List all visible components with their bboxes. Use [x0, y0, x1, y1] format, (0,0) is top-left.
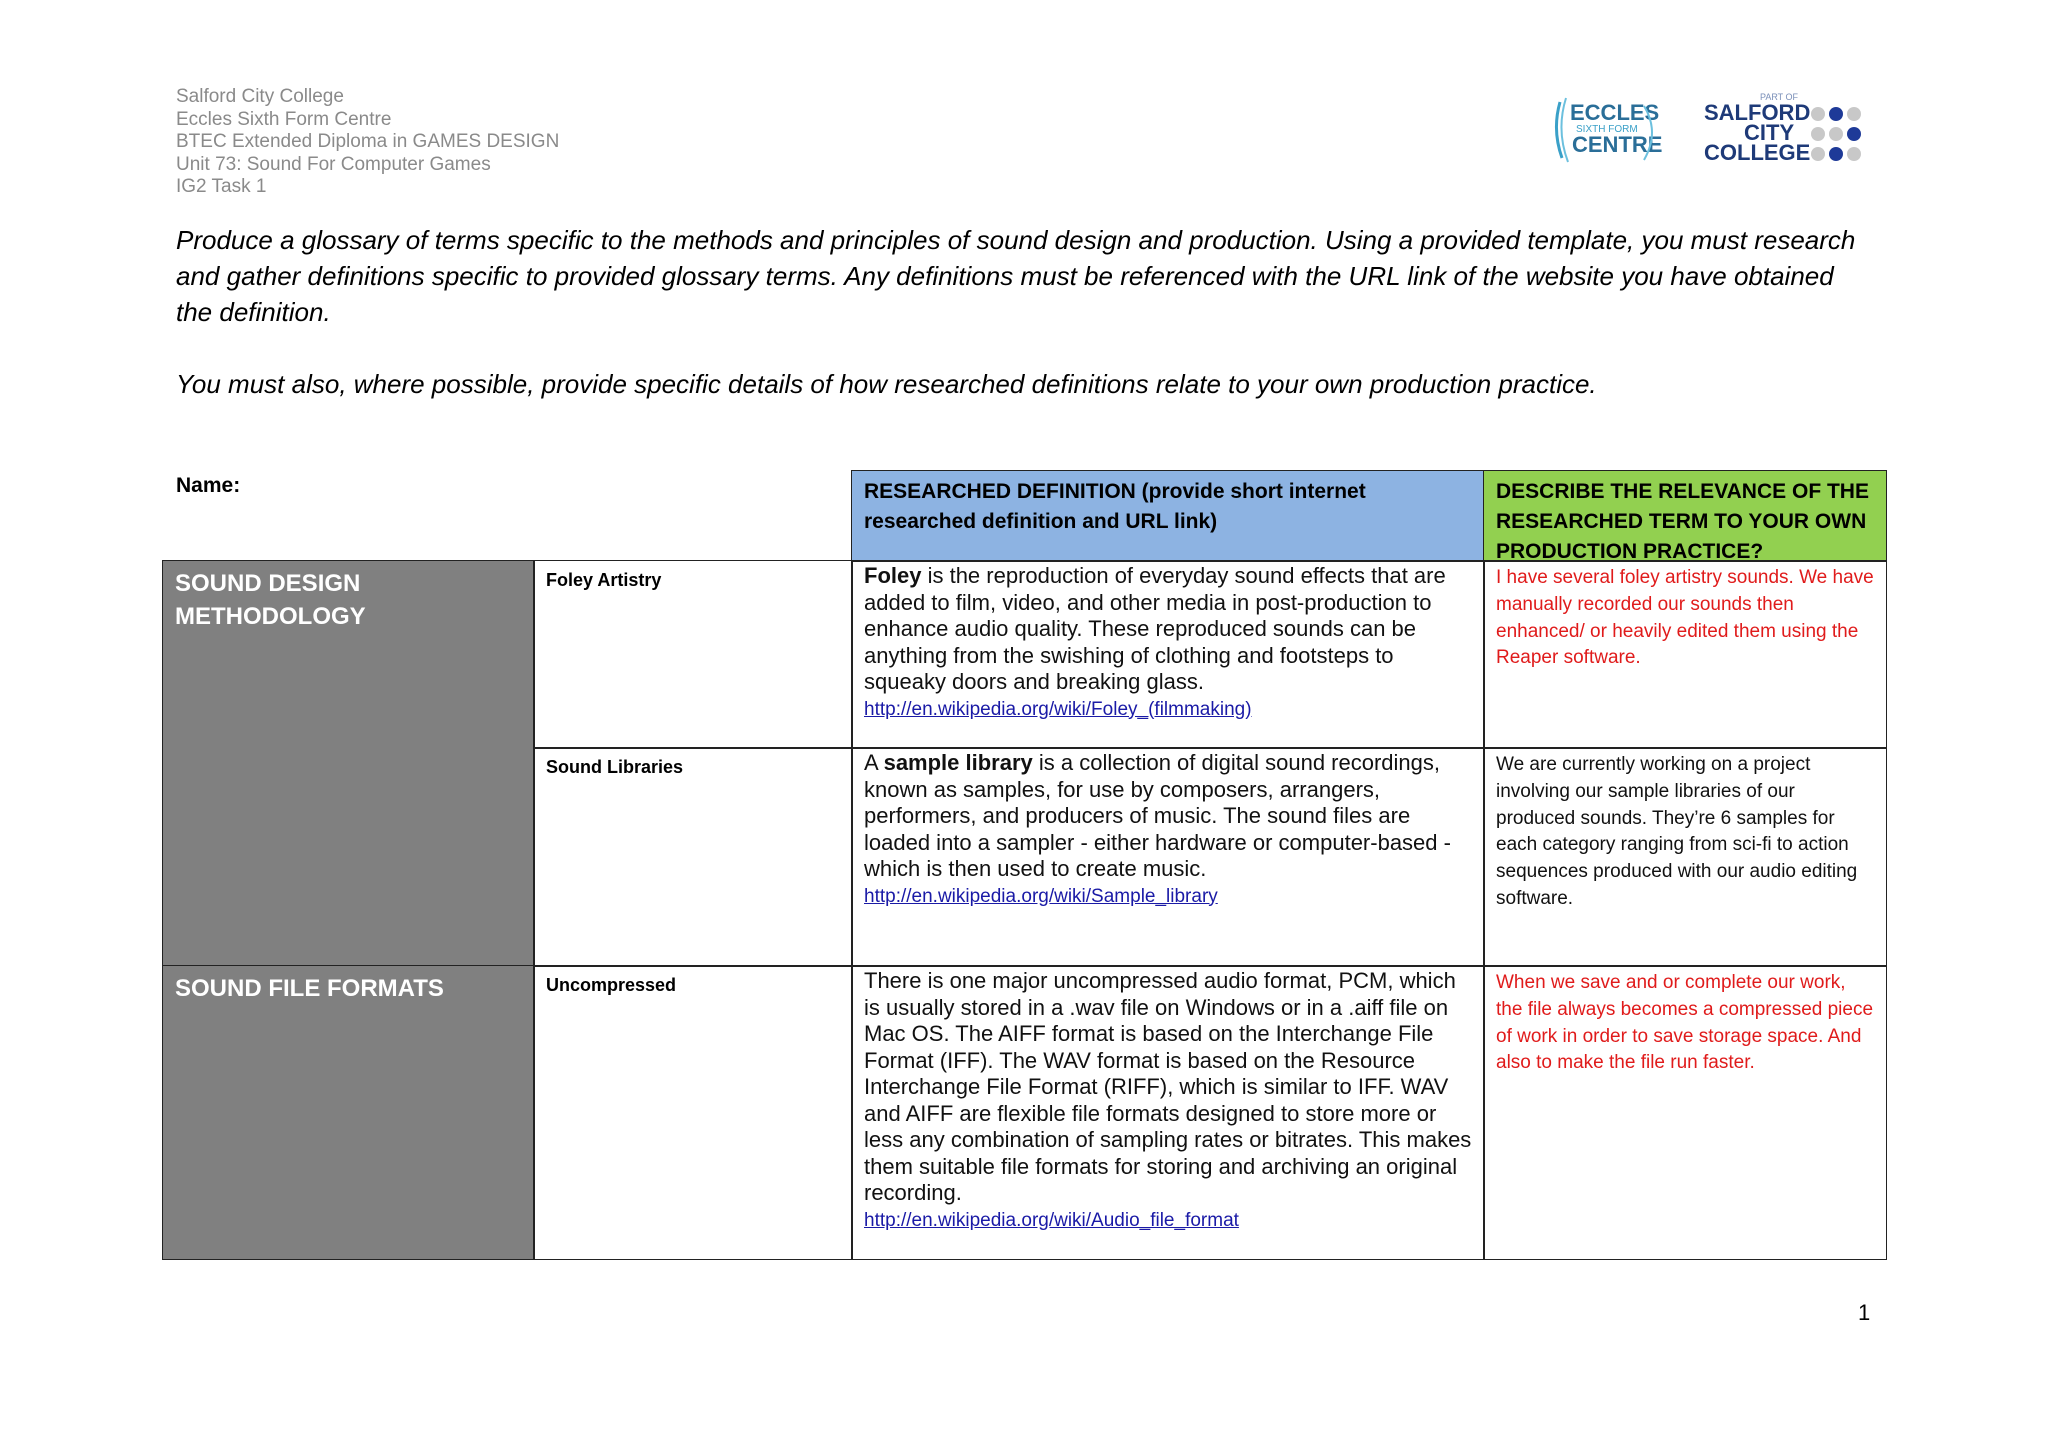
salford-city-college-logo [1700, 90, 1870, 170]
header-relevance: DESCRIBE THE RELEVANCE OF THE RESEARCHED TERM TO YOUR OWN PRODUCTION PRACTICE? [1483, 470, 1887, 562]
definition-sample-prefix: A [864, 750, 884, 775]
header-line-course: BTEC Extended Diploma in GAMES DESIGN [176, 131, 560, 152]
header-line-college: Salford City College [176, 86, 344, 107]
definition-uncompressed-text: There is one major uncompressed audio format, PCM, which is usually stored in a .wav file on Windows or in a .aiff file on Mac OS. The AIFF format is based on the Interchange File Format (IFF). The WAV format is based on the Resource Interchange File Format (RIFF), which is similar to IFF. WAV and AIFF are flexible file formats designed to store more or less any combination of sampling rates or bitrates. This makes them suitable file formats for storing and archiving an original recording. [864, 968, 1472, 1205]
name-label: Name: [176, 474, 241, 497]
eccles-logo-line2: SIXTH FORM [1576, 124, 1638, 135]
definition-uncompressed [851, 965, 1485, 1260]
relevance-uncompressed: When we save and or complete our work, the file always becomes a compressed piece of work in order to save storage space. And also to make the file run faster. [1483, 965, 1887, 1260]
eccles-centre-logo [1552, 92, 1662, 168]
glossary-table [162, 470, 1887, 1260]
url-link-sample-library[interactable]: http://en.wikipedia.org/wiki/Sample_library [864, 885, 1218, 907]
category-sound-file-formats: SOUND FILE FORMATS [162, 965, 535, 1260]
eccles-logo-line3: CENTRE [1572, 132, 1662, 157]
definition-sample-text: is a collection of digital sound recordings, known as samples, for use by composers, arrangers, performers, and producers of music. The sound files are loaded into a sampler - either hardware or computer-based - which is then used to create music. [864, 750, 1451, 881]
salford-logo-line2: CITY [1744, 120, 1795, 145]
url-link-foley[interactable]: http://en.wikipedia.org/wiki/Foley_(filmmaking) [864, 698, 1252, 720]
definition-sample-bold: sample library [883, 750, 1033, 775]
header-line-task: IG2 Task 1 [176, 176, 267, 197]
salford-logo-line3: COLLEGE [1704, 140, 1811, 165]
relevance-sound-libraries: We are currently working on a project involving our sample libraries of our produced sounds. They’re 6 samples for each category ranging from sci-fi to action sequences produced with our audio editing software. [1483, 747, 1887, 967]
salford-logo-part-of: PART OF [1760, 92, 1799, 102]
page-number: 1 [1858, 1300, 1871, 1325]
term-sound-libraries: Sound Libraries [533, 747, 853, 967]
category-sound-design-methodology: SOUND DESIGN METHODOLOGY [162, 560, 535, 967]
term-uncompressed: Uncompressed [533, 965, 853, 1260]
document-header [176, 86, 559, 199]
term-foley-artistry: Foley Artistry [533, 560, 853, 749]
header-line-centre: Eccles Sixth Form Centre [176, 108, 392, 130]
definition-foley-artistry [851, 560, 1485, 749]
instructions-paragraph-2: You must also, where possible, provide specific details of how researched definitions relate to your own production practice. [176, 369, 1597, 399]
task-instructions [176, 222, 1876, 402]
header-line-unit: Unit 73: Sound For Computer Games [176, 153, 491, 175]
instructions-paragraph-1: Produce a glossary of terms specific to the methods and principles of sound design and production. Using a provided template, you must research and gather definitions specific to provided glossary terms. Any definitions must be referenced with the URL link of the website you have obtained the definition. [176, 225, 1856, 327]
eccles-logo-line1: ECCLES [1570, 100, 1660, 125]
salford-logo-line1: SALFORD [1704, 100, 1811, 125]
definition-foley-bold: Foley [864, 563, 922, 588]
url-link-audio-file-format[interactable]: http://en.wikipedia.org/wiki/Audio_file_format [864, 1209, 1239, 1231]
definition-sound-libraries [851, 747, 1485, 967]
header-researched-definition: RESEARCHED DEFINITION (provide short internet researched definition and URL link) [851, 470, 1485, 562]
definition-foley-text: is the reproduction of everyday sound effects that are added to film, video, and other media in post-production to enhance audio quality. These reproduced sounds can be anything from the swishing of clothing and footsteps to squeaky doors and breaking glass. [864, 563, 1446, 694]
relevance-foley-artistry: I have several foley artistry sounds. We have manually recorded our sounds then enhanced/ or heavily edited them using the Reaper software. [1483, 560, 1887, 749]
